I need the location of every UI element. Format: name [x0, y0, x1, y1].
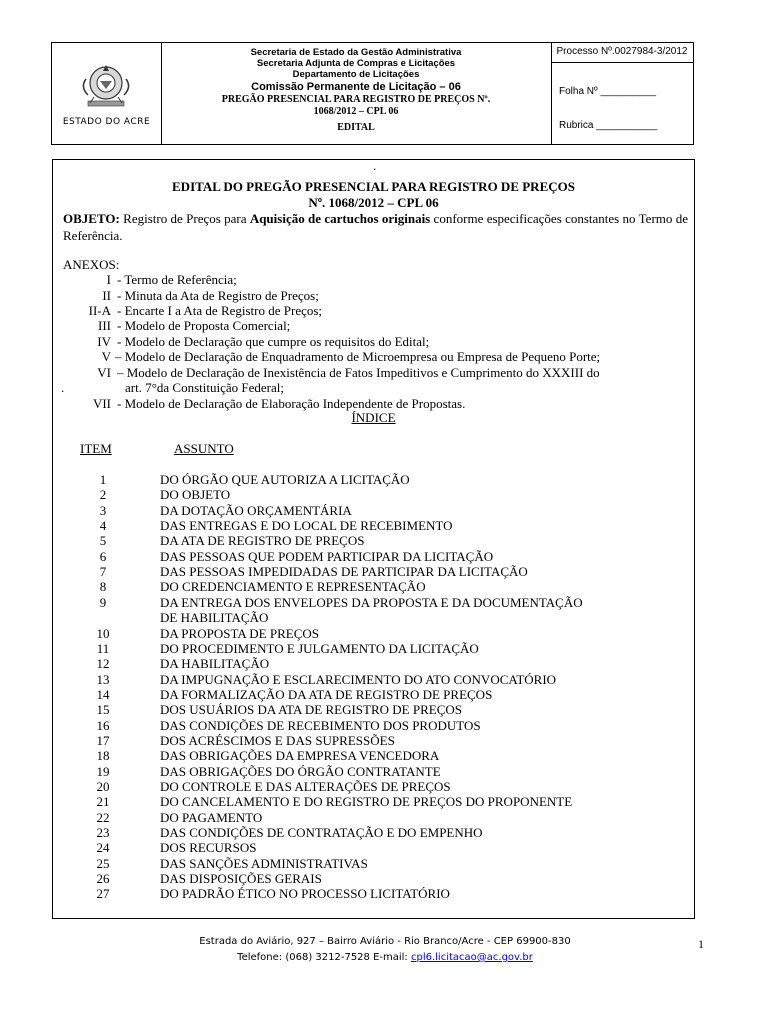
edital-label: EDITAL — [337, 122, 375, 133]
index-item-number: 11 — [96, 640, 110, 656]
index-item-number: 4 — [99, 518, 107, 534]
coat-of-arms-cell — [52, 43, 162, 144]
index-item-title: DE HABILITAÇÃO — [160, 610, 269, 626]
index-item-title: DA PROPOSTA DE PREÇOS — [160, 625, 319, 641]
secretaria-title: Secretaria de Estado da Gestão Administrativa — [250, 47, 462, 58]
index-item-title: DOS USUÁRIOS DA ATA DE REGISTRO DE PREÇOS — [160, 702, 462, 718]
index-item-title: DA HABILITAÇÃO — [160, 656, 270, 672]
rubrica-field: Rubrica ___________ — [559, 120, 658, 131]
anexo-text: – Modelo de Declaração de Enquadramento de Microempresa ou Empresa de Pequeno Porte; — [115, 349, 601, 364]
index-item-number: 3 — [99, 502, 107, 518]
index-item-number: 16 — [96, 717, 110, 733]
edital-number: Nº. 1068/2012 – CPL 06 — [308, 195, 439, 210]
index-item-number: 1 — [99, 472, 107, 487]
process-number: Processo Nº.0027984-3/2012 — [551, 46, 693, 63]
index-item-number: 21 — [96, 794, 110, 810]
index-item-number: 10 — [96, 625, 110, 641]
header-titles — [161, 43, 552, 144]
index-item-number: 12 — [96, 656, 110, 672]
index-item-number: 18 — [96, 748, 110, 764]
index-item-title: DAS OBRIGAÇÕES DO ÓRGÃO CONTRATANTE — [160, 763, 441, 779]
index-item-number: 9 — [99, 594, 107, 610]
pregao-title-line2: 1068/2012 – CPL 06 — [313, 106, 399, 117]
index-item-number: 6 — [99, 548, 107, 564]
index-item-title: DA ATA DE REGISTRO DE PREÇOS — [160, 533, 365, 549]
index-item-number: 27 — [96, 886, 110, 902]
index-item-number: 14 — [96, 686, 110, 702]
index-item-title: DA FORMALIZAÇÃO DA ATA DE REGISTRO DE PREÇOS — [160, 686, 493, 702]
index-item-number: 23 — [96, 825, 110, 841]
item-header-text: ITEM — [80, 441, 112, 456]
state-name: ESTADO DO ACRE — [62, 117, 151, 127]
index-item-number: 5 — [99, 533, 107, 549]
anexo-text: - Modelo de Declaração de Elaboração Independente de Propostas. — [117, 396, 466, 411]
anexo-number: VII — [92, 396, 111, 411]
anexo-text: - Modelo de Proposta Comercial; — [117, 318, 291, 333]
coat-of-arms-icon — [76, 61, 136, 113]
departamento-title: Departamento de Licitações — [292, 69, 420, 80]
indice-title — [53, 410, 694, 426]
objeto-bold: Aquisição de cartuchos originais — [249, 211, 431, 226]
index-item-number: 17 — [96, 732, 110, 748]
footer-contact — [0, 952, 770, 963]
index-item-title: DA IMPUGNAÇÃO E ESCLARECIMENTO DO ATO CONVOCATÓRIO — [160, 671, 557, 687]
index-item-number: 24 — [96, 840, 110, 856]
index-item-title: DAS PESSOAS IMPEDIDADAS DE PARTICIPAR DA LICITAÇÃO — [160, 564, 528, 580]
objeto-text-1: Registro de Preços para — [119, 211, 250, 226]
anexo-number: IV — [97, 334, 111, 349]
index-item-title: DO CONTROLE E DAS ALTERAÇÕES DE PREÇOS — [160, 779, 451, 794]
index-item-title: DOS ACRÉSCIMOS E DAS SUPRESSÕES — [160, 732, 395, 748]
anexo-text: - Minuta da Ata de Registro de Preços; — [117, 288, 319, 303]
stray-dot: . — [61, 380, 65, 395]
anexo-number: II — [102, 288, 111, 303]
index-item-number: 20 — [96, 779, 110, 794]
index-item-title: DAS PESSOAS QUE PODEM PARTICIPAR DA LICITAÇÃO — [160, 548, 494, 564]
index-item-title: DAS CONDIÇÕES DE CONTRATAÇÃO E DO EMPENHO — [160, 825, 483, 841]
anexos-label: ANEXOS: — [63, 257, 120, 272]
index-item-title: DAS OBRIGAÇÕES DA EMPRESA VENCEDORA — [160, 748, 440, 764]
folha-field: Folha Nº __________ — [559, 86, 657, 97]
secretaria-adjunta-title: Secretaria Adjunta de Compras e Licitações — [256, 58, 456, 69]
objeto-label: OBJETO: — [63, 211, 120, 226]
indice-title-text: ÍNDICE — [351, 410, 396, 425]
index-item-number: 25 — [96, 855, 110, 871]
index-item-number: 26 — [96, 871, 110, 887]
index-item-title: DAS CONDIÇÕES DE RECEBIMENTO DOS PRODUTOS — [160, 717, 481, 733]
anexo-number: V — [101, 349, 111, 364]
index-item-title: DO PADRÃO ÉTICO NO PROCESSO LICITATÓRIO — [160, 886, 450, 902]
process-info — [551, 43, 693, 144]
index-item-title: DAS SANÇÕES ADMINISTRATIVAS — [160, 855, 368, 871]
index-item-number: 15 — [96, 702, 110, 718]
anexo-number: I — [106, 272, 111, 287]
index-item-title: DO ÓRGÃO QUE AUTORIZA A LICITAÇÃO — [160, 472, 410, 487]
index-item-number: 2 — [99, 487, 107, 503]
anexo-text: - Encarte I a Ata de Registro de Preços; — [117, 303, 323, 318]
objeto-paragraph — [63, 210, 688, 244]
index-item-number: 13 — [96, 671, 110, 687]
index-item-number: 8 — [99, 579, 107, 595]
dot-mark: . — [373, 158, 377, 173]
column-item-header — [80, 441, 112, 457]
objeto-text-2: conforme especificações constantes no Termo de Referência. — [63, 211, 688, 243]
index-item-number: 22 — [96, 809, 110, 825]
index-item-title: DO CREDENCIAMENTO E REPRESENTAÇÃO — [160, 579, 426, 595]
anexo-number: VI — [97, 365, 111, 380]
pregao-title-line1: PREGÃO PRESENCIAL PARA REGISTRO DE PREÇOS Nº. — [221, 94, 491, 105]
index-item-number: 7 — [99, 564, 107, 580]
index-item-title: DA ENTREGA DOS ENVELOPES DA PROPOSTA E DA DOCUMENTAÇÃO — [160, 594, 583, 610]
email-link[interactable]: cpl6.licitacao@ac.gov.br — [410, 952, 533, 963]
document-header — [51, 42, 694, 145]
column-assunto-header — [174, 441, 234, 457]
anexo-number: III — [98, 318, 111, 333]
index-item-title: DO CANCELAMENTO E DO REGISTRO DE PREÇOS DO PROPONENTE — [160, 794, 573, 810]
index-item-title: DAS ENTREGAS E DO LOCAL DE RECEBIMENTO — [160, 518, 453, 534]
anexo-text: - Termo de Referência; — [117, 272, 237, 287]
anexo-text: - Modelo de Declaração que cumpre os requisitos do Edital; — [117, 334, 430, 349]
index-item-title: DAS DISPOSIÇÕES GERAIS — [160, 871, 322, 887]
footer-address: Estrada do Aviário, 927 – Bairro Aviário - Rio Branco/Acre - CEP 69900-830 — [199, 936, 571, 947]
anexo-text: – Modelo de Declaração de Inexistência de Fatos Impeditivos e Cumprimento do XXXIII do — [117, 365, 600, 380]
index-item-title: DO OBJETO — [160, 487, 231, 503]
comissao-title: Comissão Permanente de Licitação – 06 — [251, 81, 461, 93]
anexo-number: II-A — [88, 303, 111, 318]
footer-phone: Telefone: (068) 3212-7528 E-mail: — [237, 952, 411, 963]
index-item-number: 19 — [96, 763, 110, 779]
page-number: 1 — [698, 937, 704, 951]
anexo-text: art. 7°da Constituição Federal; — [125, 380, 284, 395]
index-item-title: DO PAGAMENTO — [160, 809, 263, 825]
assunto-header-text: ASSUNTO — [174, 441, 234, 456]
edital-body — [52, 159, 695, 919]
edital-main-title: EDITAL DO PREGÃO PRESENCIAL PARA REGISTRO DE PREÇOS — [172, 179, 575, 194]
index-item-title: DA DOTAÇÃO ORÇAMENTÁRIA — [160, 502, 352, 518]
index-item-title: DOS RECURSOS — [160, 840, 257, 856]
index-item-title: DO PROCEDIMENTO E JULGAMENTO DA LICITAÇÃO — [160, 640, 479, 656]
